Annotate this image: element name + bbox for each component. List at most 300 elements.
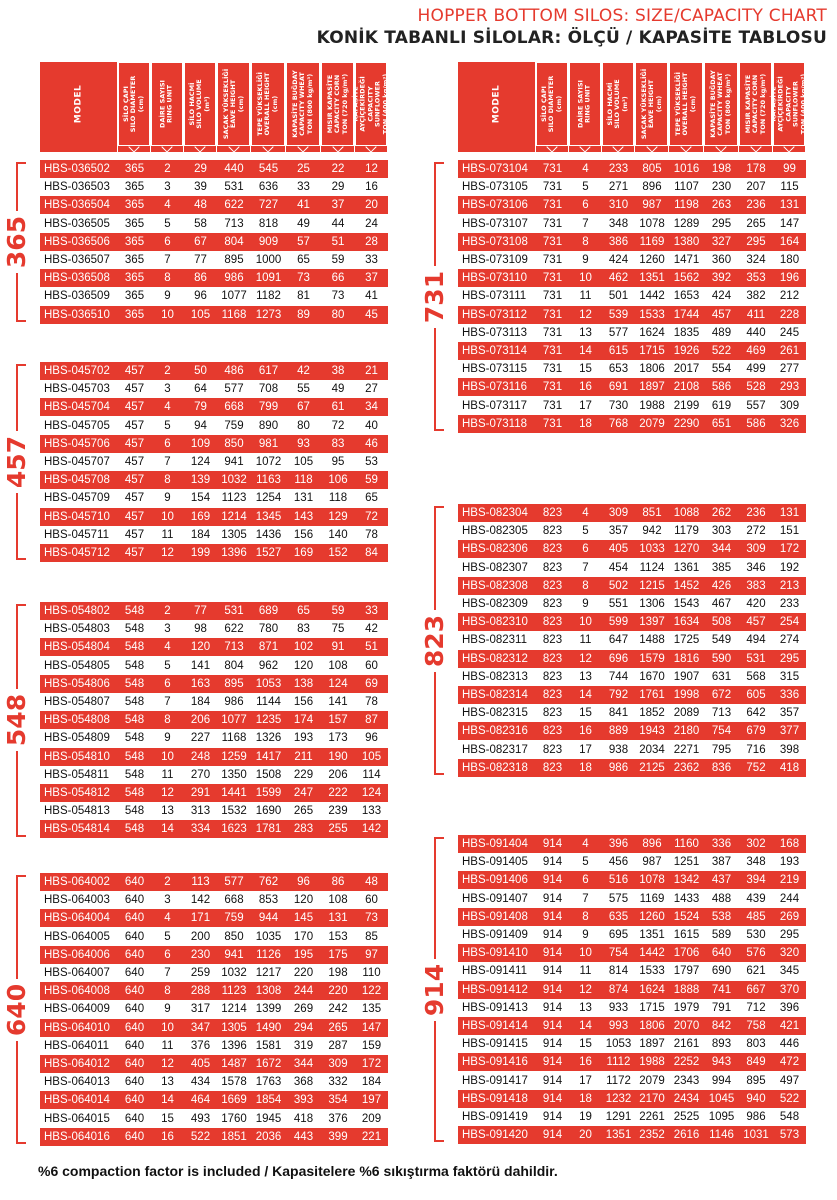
value-cell: 1217 bbox=[255, 967, 282, 979]
column-header bbox=[635, 62, 668, 152]
table-row bbox=[458, 306, 806, 324]
value-cell: 93 bbox=[297, 437, 310, 450]
value-cell: 42 bbox=[297, 365, 310, 377]
value-cell: 577 bbox=[224, 383, 244, 396]
value-cell: 754 bbox=[608, 947, 629, 960]
value-cell: 302 bbox=[746, 838, 766, 850]
value-cell: 133 bbox=[361, 805, 382, 818]
column-header-label: DAİRE SAYISI RING UNIT bbox=[576, 80, 592, 128]
value-cell: 731 bbox=[542, 272, 563, 285]
value-cell: 823 bbox=[542, 525, 563, 538]
value-cell: 365 bbox=[124, 254, 145, 266]
table-row bbox=[40, 802, 388, 820]
value-cell: 9 bbox=[164, 290, 171, 303]
page-subtitle: KONİK TABANLI SİLOLAR: ÖLÇÜ / KAPASİTE TABLOSU bbox=[316, 28, 827, 48]
value-cell: 731 bbox=[542, 363, 563, 376]
value-cell: 140 bbox=[328, 528, 348, 541]
value-cell: 271 bbox=[608, 181, 629, 194]
value-cell: 368 bbox=[293, 1076, 314, 1089]
column-header bbox=[251, 62, 285, 152]
value-cell: 7 bbox=[164, 254, 171, 266]
table-row bbox=[458, 215, 806, 233]
column-header bbox=[184, 62, 216, 152]
value-cell: 1144 bbox=[256, 696, 281, 708]
value-cell: 548 bbox=[124, 659, 145, 672]
value-cell: 6 bbox=[582, 874, 589, 887]
model-cell: HBS-091415 bbox=[462, 1038, 528, 1051]
model-cell: HBS-091414 bbox=[462, 1020, 528, 1032]
table-row bbox=[458, 559, 806, 577]
value-cell: 326 bbox=[779, 417, 800, 430]
value-cell: 124 bbox=[190, 456, 211, 468]
value-cell: 206 bbox=[190, 714, 211, 727]
value-cell: 11 bbox=[161, 528, 174, 541]
value-cell: 621 bbox=[746, 965, 766, 978]
value-cell: 8 bbox=[164, 474, 171, 487]
value-cell: 896 bbox=[642, 181, 662, 194]
value-cell: 295 bbox=[711, 217, 732, 230]
table-row bbox=[458, 613, 806, 631]
model-cell: HBS-045709 bbox=[44, 492, 110, 505]
model-cell: HBS-091410 bbox=[462, 947, 528, 960]
value-cell: 615 bbox=[608, 345, 629, 357]
value-cell: 1533 bbox=[639, 308, 665, 321]
value-cell: 548 bbox=[124, 805, 145, 818]
model-cell: HBS-091405 bbox=[462, 856, 528, 869]
value-cell: 842 bbox=[711, 1020, 732, 1032]
model-cell: HBS-091412 bbox=[462, 983, 528, 996]
value-cell: 10 bbox=[161, 308, 174, 321]
value-cell: 1988 bbox=[639, 399, 665, 412]
value-cell: 1897 bbox=[639, 1038, 665, 1051]
value-cell: 91 bbox=[331, 641, 345, 654]
value-cell: 640 bbox=[124, 930, 145, 943]
value-cell: 365 bbox=[124, 272, 145, 285]
value-cell: 84 bbox=[365, 547, 378, 559]
value-cell: 640 bbox=[124, 876, 145, 888]
value-cell: 38 bbox=[331, 365, 345, 377]
value-cell: 233 bbox=[779, 598, 800, 610]
table-row bbox=[40, 638, 388, 656]
model-cell: HBS-082312 bbox=[462, 652, 528, 665]
value-cell: 499 bbox=[746, 363, 766, 376]
table-row bbox=[458, 759, 806, 777]
value-cell: 51 bbox=[331, 235, 345, 248]
value-cell: 193 bbox=[293, 732, 314, 745]
value-cell: 851 bbox=[642, 507, 662, 519]
table-row bbox=[458, 1108, 806, 1126]
value-cell: 538 bbox=[711, 910, 732, 923]
column-header bbox=[769, 62, 808, 152]
value-cell: 9 bbox=[164, 492, 171, 505]
value-cell: 55 bbox=[297, 383, 310, 396]
value-cell: 184 bbox=[190, 528, 211, 541]
value-cell: 895 bbox=[746, 1074, 766, 1087]
table-row bbox=[40, 269, 388, 287]
value-cell: 120 bbox=[293, 894, 314, 907]
value-cell: 1291 bbox=[605, 1111, 632, 1123]
value-cell: 871 bbox=[258, 641, 279, 654]
value-cell: 1259 bbox=[221, 750, 247, 763]
table-row bbox=[458, 890, 806, 908]
model-cell: HBS-091420 bbox=[462, 1129, 528, 1142]
value-cell: 1806 bbox=[639, 363, 665, 376]
value-cell: 13 bbox=[579, 1001, 592, 1014]
value-cell: 5 bbox=[164, 419, 171, 432]
value-cell: 77 bbox=[194, 605, 207, 617]
value-cell: 2034 bbox=[639, 743, 665, 756]
value-cell: 195 bbox=[293, 948, 314, 961]
model-cell: HBS-091418 bbox=[462, 1092, 528, 1105]
value-cell: 11 bbox=[579, 634, 592, 647]
value-cell: 118 bbox=[294, 474, 313, 487]
model-cell: HBS-082308 bbox=[462, 579, 528, 592]
value-cell: 1198 bbox=[674, 199, 699, 212]
value-cell: 2434 bbox=[673, 1092, 700, 1105]
value-cell: 1854 bbox=[255, 1094, 282, 1107]
value-cell: 353 bbox=[746, 272, 766, 285]
value-cell: 440 bbox=[224, 163, 244, 175]
value-cell: 1305 bbox=[221, 528, 247, 541]
value-cell: 731 bbox=[542, 345, 563, 357]
value-cell: 344 bbox=[293, 1058, 314, 1070]
value-cell: 1760 bbox=[221, 1112, 247, 1125]
value-cell: 731 bbox=[542, 399, 563, 412]
value-cell: 548 bbox=[124, 677, 145, 690]
value-cell: 548 bbox=[124, 787, 145, 799]
value-cell: 472 bbox=[779, 1056, 800, 1069]
value-cell: 72 bbox=[331, 419, 345, 432]
value-cell: 987 bbox=[642, 856, 662, 869]
value-cell: 457 bbox=[124, 492, 145, 505]
value-cell: 640 bbox=[711, 947, 732, 960]
value-cell: 66 bbox=[331, 272, 345, 285]
value-cell: 1533 bbox=[639, 965, 665, 978]
value-cell: 457 bbox=[124, 365, 145, 377]
value-cell: 283 bbox=[293, 823, 314, 836]
value-cell: 198 bbox=[711, 163, 732, 175]
value-cell: 1053 bbox=[605, 1038, 632, 1051]
value-cell: 77 bbox=[194, 254, 207, 266]
table-row bbox=[40, 909, 388, 927]
model-cell: HBS-054813 bbox=[44, 805, 110, 818]
value-cell: 759 bbox=[224, 419, 244, 432]
value-cell: 147 bbox=[361, 1021, 382, 1034]
value-cell: 1527 bbox=[255, 547, 282, 559]
value-cell: 731 bbox=[542, 290, 563, 303]
value-cell: 1168 bbox=[221, 308, 247, 321]
table-row bbox=[458, 378, 806, 396]
value-cell: 1273 bbox=[255, 308, 282, 321]
value-cell: 83 bbox=[297, 623, 310, 636]
value-cell: 29 bbox=[331, 181, 345, 194]
value-cell: 1797 bbox=[673, 965, 700, 978]
value-cell: 75 bbox=[331, 623, 345, 636]
value-cell: 590 bbox=[711, 652, 732, 665]
value-cell: 1487 bbox=[221, 1058, 247, 1070]
value-cell: 941 bbox=[224, 456, 244, 468]
value-cell: 3 bbox=[164, 623, 171, 636]
value-cell: 131 bbox=[328, 912, 348, 925]
value-cell: 1163 bbox=[256, 474, 281, 487]
table-row bbox=[40, 602, 388, 620]
value-cell: 41 bbox=[297, 199, 310, 212]
value-cell: 6 bbox=[164, 677, 171, 690]
value-cell: 962 bbox=[258, 659, 279, 672]
model-cell: HBS-082304 bbox=[462, 507, 528, 519]
value-cell: 874 bbox=[608, 983, 629, 996]
value-cell: 211 bbox=[294, 750, 313, 763]
table-row bbox=[458, 1126, 806, 1144]
value-cell: 295 bbox=[779, 929, 800, 941]
value-cell: 731 bbox=[542, 308, 563, 321]
value-cell: 236 bbox=[746, 199, 766, 212]
value-cell: 850 bbox=[224, 930, 244, 943]
value-cell: 467 bbox=[711, 598, 732, 610]
value-cell: 814 bbox=[608, 965, 629, 978]
value-cell: 244 bbox=[293, 985, 314, 998]
value-cell: 890 bbox=[258, 419, 279, 432]
value-cell: 914 bbox=[542, 1092, 563, 1105]
value-cell: 28 bbox=[365, 235, 378, 248]
value-cell: 1490 bbox=[255, 1021, 282, 1034]
value-cell: 49 bbox=[297, 217, 310, 230]
value-cell: 159 bbox=[361, 1039, 382, 1052]
value-cell: 198 bbox=[328, 967, 348, 979]
value-cell: 1634 bbox=[673, 616, 700, 629]
table-row bbox=[40, 489, 388, 507]
model-cell: HBS-082306 bbox=[462, 543, 528, 556]
model-cell: HBS-054808 bbox=[44, 714, 110, 727]
table-row bbox=[458, 1072, 806, 1090]
model-cell: HBS-045707 bbox=[44, 456, 110, 468]
value-cell: 265 bbox=[293, 805, 314, 818]
model-cell: HBS-082305 bbox=[462, 525, 528, 538]
value-cell: 365 bbox=[124, 235, 145, 248]
value-cell: 1433 bbox=[673, 892, 700, 905]
value-cell: 39 bbox=[194, 181, 207, 194]
value-cell: 1725 bbox=[673, 634, 700, 647]
value-cell: 1926 bbox=[673, 345, 700, 357]
column-header bbox=[217, 62, 250, 152]
value-cell: 679 bbox=[746, 725, 766, 738]
value-cell: 488 bbox=[711, 892, 732, 905]
value-cell: 1988 bbox=[639, 1056, 665, 1069]
value-cell: 120 bbox=[190, 641, 211, 654]
value-cell: 1214 bbox=[221, 1003, 247, 1016]
value-cell: 1532 bbox=[221, 805, 247, 818]
value-cell: 1488 bbox=[639, 634, 665, 647]
value-cell: 293 bbox=[779, 381, 800, 394]
value-cell: 548 bbox=[124, 768, 145, 781]
value-cell: 1690 bbox=[255, 805, 282, 818]
table-row bbox=[458, 342, 806, 360]
value-cell: 196 bbox=[779, 272, 800, 285]
value-cell: 841 bbox=[608, 707, 629, 720]
value-cell: 914 bbox=[542, 1056, 563, 1069]
value-cell: 986 bbox=[608, 761, 629, 774]
value-cell: 172 bbox=[361, 1058, 382, 1070]
value-cell: 9 bbox=[582, 598, 589, 610]
value-cell: 914 bbox=[542, 929, 563, 941]
value-cell: 1351 bbox=[639, 272, 665, 285]
value-cell: 557 bbox=[746, 399, 766, 412]
value-cell: 548 bbox=[124, 623, 145, 636]
model-cell: HBS-054805 bbox=[44, 659, 110, 672]
value-cell: 336 bbox=[711, 838, 732, 850]
model-cell: HBS-036502 bbox=[44, 163, 110, 175]
table-row bbox=[40, 251, 388, 269]
value-cell: 986 bbox=[224, 272, 244, 285]
value-cell: 1254 bbox=[255, 492, 282, 505]
value-cell: 8 bbox=[164, 985, 171, 998]
table-row bbox=[458, 668, 806, 686]
value-cell: 44 bbox=[331, 217, 345, 230]
value-cell: 4 bbox=[164, 912, 171, 925]
value-cell: 270 bbox=[190, 768, 211, 781]
model-cell: HBS-073106 bbox=[462, 199, 528, 212]
model-cell: HBS-045712 bbox=[44, 547, 110, 559]
value-cell: 96 bbox=[297, 876, 310, 888]
value-cell: 1088 bbox=[673, 507, 700, 519]
value-cell: 823 bbox=[542, 670, 563, 683]
model-cell: HBS-064009 bbox=[44, 1003, 110, 1016]
model-cell: HBS-036508 bbox=[44, 272, 110, 285]
table-row bbox=[40, 873, 388, 891]
table-row bbox=[458, 415, 806, 433]
column-header-label: KAPASİTE AYÇİÇEKİRDEĞİ CAPACITY SUNFLOWER TON (400 kg/m³) bbox=[769, 73, 808, 135]
table-row bbox=[458, 981, 806, 999]
value-cell: 1623 bbox=[221, 823, 247, 836]
value-cell: 731 bbox=[542, 254, 563, 266]
value-cell: 7 bbox=[582, 561, 589, 574]
value-cell: 80 bbox=[331, 308, 345, 321]
value-cell: 1669 bbox=[221, 1094, 247, 1107]
value-cell: 197 bbox=[361, 1094, 382, 1107]
value-cell: 1035 bbox=[255, 930, 282, 943]
value-cell: 73 bbox=[365, 912, 378, 925]
value-cell: 22 bbox=[331, 163, 345, 175]
column-header bbox=[739, 62, 772, 152]
value-cell: 6 bbox=[164, 437, 171, 450]
table-row bbox=[40, 362, 388, 380]
value-cell: 173 bbox=[328, 732, 348, 745]
value-cell: 405 bbox=[190, 1058, 211, 1070]
value-cell: 1888 bbox=[673, 983, 700, 996]
value-cell: 944 bbox=[258, 912, 279, 925]
table-row bbox=[458, 962, 806, 980]
model-cell: HBS-073107 bbox=[462, 217, 528, 230]
value-cell: 1306 bbox=[639, 598, 665, 610]
model-cell: HBS-036503 bbox=[44, 181, 110, 194]
value-cell: 548 bbox=[124, 641, 145, 654]
value-cell: 365 bbox=[124, 308, 145, 321]
value-cell: 78 bbox=[365, 696, 378, 708]
model-cell: HBS-082310 bbox=[462, 616, 528, 629]
value-cell: 6 bbox=[164, 948, 171, 961]
value-cell: 986 bbox=[746, 1111, 766, 1123]
group-diameter-label: 548 bbox=[2, 689, 32, 751]
model-cell: HBS-091407 bbox=[462, 892, 528, 905]
value-cell: 365 bbox=[124, 217, 145, 230]
model-cell: HBS-045704 bbox=[44, 401, 110, 414]
value-cell: 636 bbox=[258, 181, 279, 194]
value-cell: 1350 bbox=[221, 768, 247, 781]
value-cell: 269 bbox=[293, 1003, 314, 1016]
value-cell: 914 bbox=[542, 947, 563, 960]
value-cell: 668 bbox=[224, 894, 244, 907]
value-cell: 421 bbox=[779, 1020, 800, 1032]
value-cell: 2 bbox=[164, 605, 171, 617]
value-cell: 420 bbox=[746, 598, 766, 610]
value-cell: 97 bbox=[365, 948, 378, 961]
value-cell: 895 bbox=[224, 677, 244, 690]
value-cell: 6 bbox=[164, 235, 171, 248]
value-cell: 1624 bbox=[639, 326, 665, 339]
value-cell: 16 bbox=[161, 1130, 174, 1143]
value-cell: 528 bbox=[746, 381, 766, 394]
value-cell: 129 bbox=[328, 510, 348, 523]
value-cell: 823 bbox=[542, 579, 563, 592]
value-cell: 230 bbox=[190, 948, 211, 961]
value-cell: 14 bbox=[161, 1094, 174, 1107]
value-cell: 1599 bbox=[255, 787, 282, 799]
value-cell: 1852 bbox=[639, 707, 665, 720]
value-cell: 303 bbox=[711, 525, 732, 538]
model-cell: HBS-082307 bbox=[462, 561, 528, 574]
value-cell: 823 bbox=[542, 743, 563, 756]
value-cell: 2 bbox=[164, 163, 171, 175]
value-cell: 131 bbox=[293, 492, 314, 505]
value-cell: 21 bbox=[365, 365, 378, 377]
value-cell: 309 bbox=[779, 399, 800, 412]
value-cell: 640 bbox=[124, 1058, 145, 1070]
value-cell: 51 bbox=[365, 641, 378, 654]
group-diameter-label: 365 bbox=[2, 211, 32, 273]
value-cell: 1342 bbox=[673, 874, 700, 887]
value-cell: 163 bbox=[190, 677, 211, 690]
value-cell: 457 bbox=[711, 308, 732, 321]
value-cell: 59 bbox=[331, 605, 345, 617]
model-cell: HBS-064002 bbox=[44, 876, 110, 888]
value-cell: 109 bbox=[190, 437, 211, 450]
value-cell: 896 bbox=[642, 838, 662, 850]
value-cell: 752 bbox=[746, 761, 766, 774]
value-cell: 914 bbox=[542, 1129, 563, 1142]
value-cell: 1351 bbox=[639, 929, 665, 941]
value-cell: 12 bbox=[365, 163, 378, 175]
table-row bbox=[40, 820, 388, 838]
value-cell: 501 bbox=[608, 290, 629, 303]
table-row bbox=[40, 1019, 388, 1037]
table-row bbox=[458, 504, 806, 522]
value-cell: 731 bbox=[542, 163, 563, 175]
value-cell: 382 bbox=[746, 290, 766, 303]
value-cell: 573 bbox=[779, 1129, 800, 1142]
value-cell: 310 bbox=[608, 199, 629, 212]
value-cell: 522 bbox=[711, 345, 732, 357]
column-header bbox=[40, 62, 117, 152]
value-cell: 7 bbox=[164, 696, 171, 708]
value-cell: 667 bbox=[746, 983, 766, 996]
value-cell: 245 bbox=[779, 326, 800, 339]
value-cell: 1806 bbox=[639, 1020, 665, 1032]
table-row bbox=[458, 324, 806, 342]
group-diameter-label: 914 bbox=[420, 959, 450, 1021]
column-header-label: SAÇAK YÜKSEKLİĞİ EAVE HEIGHT (cm) bbox=[221, 68, 245, 140]
value-cell: 113 bbox=[191, 876, 210, 888]
value-cell: 938 bbox=[608, 743, 629, 756]
